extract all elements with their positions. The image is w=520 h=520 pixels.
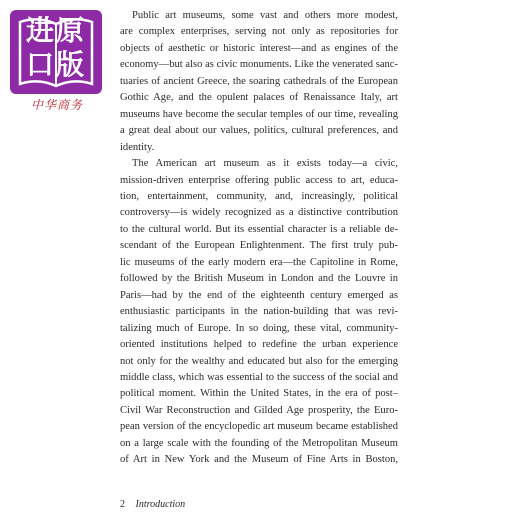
text-line: talizing much of Europe. In so doing, these vital, community-	[120, 322, 398, 334]
paragraph	[120, 156, 398, 469]
text-line: tion, entertainment, community, and, increasingly, political	[120, 190, 398, 202]
badge-label	[10, 14, 102, 82]
text-line: scendant of the European Enlightenment. The first truly pub-	[120, 240, 398, 252]
text-line: objects of aesthetic or historic interest—and as engines of the	[120, 42, 398, 54]
text-line: mission-driven enterprise offering public access to art, educa-	[120, 174, 398, 186]
text-line: museums have become the secular temples of our time, revealing	[120, 108, 398, 120]
body-text	[120, 8, 398, 469]
page-footer	[120, 499, 185, 510]
text-line: oriented institutions helped to redefine the urban experience	[120, 339, 398, 351]
text-line: pean version of the encyclopedic art museum became established	[120, 421, 398, 433]
text-line: a great deal about our values, politics, cultural preferences, and	[120, 125, 398, 137]
text-line: political moment. Within the United States, in the era of post–	[120, 388, 398, 400]
text-line: are complex enterprises, serving not only as repositories for	[120, 26, 398, 38]
text-line: Paris—had by the end of the eighteenth century emerged as	[120, 289, 398, 301]
paragraph	[120, 8, 398, 156]
text-line: enthusiastic participants in the nation-building that was revi-	[120, 306, 398, 318]
text-line: lic museums of the early modern era—the Capitoline in Rome,	[120, 256, 398, 268]
text-line: Public art museums, some vast and others more modest,	[132, 10, 398, 21]
text-line: to the cultural world. But its essential character is a reliable de-	[120, 223, 398, 235]
text-line: controversy—is widely recognized as a distinctive contribution	[120, 207, 398, 219]
text-line: Gothic Age, and the opulent palaces of Renaissance Italy, art	[120, 92, 398, 104]
text-line: not only for the wealthy and educated but also for the emerging	[120, 355, 398, 367]
text-line: followed by the British Museum in London and the Louvre in	[120, 273, 398, 285]
text-line: identity.	[120, 141, 155, 153]
text-line: on a large scale with the founding of the Metropolitan Museum	[120, 437, 398, 449]
badge-line-1: 进原	[25, 14, 86, 47]
text-line: Civil War Reconstruction and Gilded Age prosperity, the Euro-	[120, 404, 398, 416]
running-title: Introduction	[135, 499, 186, 510]
page-number: 2	[120, 499, 125, 510]
text-line: tuaries of ancient Greece, the soaring cathedrals of the European	[120, 75, 398, 87]
badge-line-2: 口版	[25, 48, 86, 81]
original-import-badge	[10, 10, 102, 94]
text-line: The American art museum as it exists today—a civic,	[132, 158, 398, 170]
text-line: economy—but also as civic monuments. Like the venerated sanc-	[120, 59, 398, 71]
text-line: of Art in New York and the Museum of Fine Arts in Boston,	[120, 454, 398, 466]
text-line: middle class, which was essential to the success of the social and	[120, 371, 398, 383]
publisher-mark: 中华商务	[30, 98, 83, 112]
